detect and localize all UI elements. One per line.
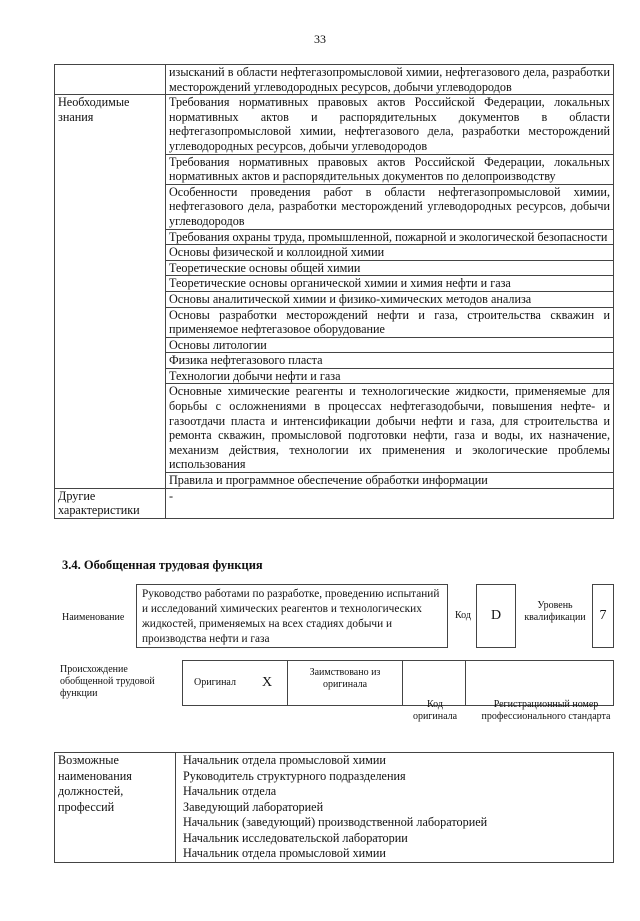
profession-item: Начальник исследовательской лаборатории: [176, 831, 614, 847]
knowledge-item: Особенности проведения работ в области нефтегазопромысловой химии, нефтегазового дела, разработки месторождений углеводородных ресурсов, добычи углеводородов: [166, 184, 614, 229]
knowledge-item: Технологии добычи нефти и газа: [166, 368, 614, 384]
borrowed-label: Заимствовано из оригинала: [288, 661, 403, 706]
section-title: 3.4. Обобщенная трудовая функция: [62, 558, 263, 572]
original-code-caption: Код оригинала: [412, 699, 458, 722]
knowledge-item: Требования нормативных правовых актов Российской Федерации, локальных нормативных актов и распорядительных документов в области нефтегазопромысловой химии, нефтегазового дела, разработки месторождений углеводородных ресурсов, добычи углеводородов: [166, 95, 614, 154]
qualification-level-box: 7: [592, 584, 614, 648]
other-characteristics-value: -: [166, 488, 614, 518]
qualification-level-label: Уровень квалификации: [524, 600, 586, 623]
knowledge-item: Физика нефтегазового пласта: [166, 353, 614, 369]
reg-number-caption: Регистрационный номер профессионального стандарта: [481, 699, 611, 722]
knowledge-item: Основы аналитической химии и физико-химических методов анализа: [166, 291, 614, 307]
knowledge-label: Необходимые знания: [55, 95, 166, 488]
code-label: Код: [455, 610, 471, 621]
other-characteristics-label: Другие характеристики: [55, 488, 166, 518]
table-row: [55, 488, 614, 518]
origin-label: Происхождение обобщенной трудовой функции: [60, 664, 155, 699]
profession-item: Руководитель структурного подразделения: [176, 769, 614, 785]
table-row: [55, 753, 614, 769]
table-row: [55, 65, 614, 95]
knowledge-item: Теоретические основы общей химии: [166, 260, 614, 276]
continuation-text: изысканий в области нефтегазопромысловой химии, нефтегазового дела, разработки месторождений углеводородных ресурсов, добычи углеводородов: [166, 65, 614, 95]
profession-item: Начальник (заведующий) производственной лабораторией: [176, 815, 614, 831]
profession-item: Начальник отдела промысловой химии: [176, 846, 614, 862]
knowledge-item: Теоретические основы органической химии и химия нефти и газа: [166, 276, 614, 292]
knowledge-item: Основные химические реагенты и технологические жидкости, применяемые для борьбы с осложнениями в процессах нефтегазодобычи, повышения нефте- и газоотдачи пласта и интенсификации добычи нефти и газа, для строительства и ремонта скважин, промысловой подготовки нефти, газа и воды, их назначение, механизм действия, технологии их применения и экологические проблемы использования: [166, 384, 614, 473]
code-value-box: D: [476, 584, 516, 648]
page-number: 33: [314, 32, 326, 46]
professions-table: [54, 752, 614, 863]
knowledge-item: Основы литологии: [166, 337, 614, 353]
knowledge-table: [54, 64, 614, 519]
profession-item: Начальник отдела промысловой химии: [176, 753, 614, 769]
knowledge-item: Основы физической и коллоидной химии: [166, 245, 614, 261]
knowledge-item: Требования нормативных правовых актов Российской Федерации, локальных нормативных актов и распорядительных документов по делопроизводству: [166, 154, 614, 184]
professions-label: Возможные наименования должностей, профессий: [55, 753, 176, 863]
table-row: [55, 95, 614, 154]
knowledge-item: Требования охраны труда, промышленной, пожарной и экологической безопасности: [166, 229, 614, 245]
knowledge-item: Правила и программное обеспечение обработки информации: [166, 473, 614, 489]
name-value-box: Руководство работами по разработке, проведению испытаний и исследований химических реагентов и технологических жидкостей, применяемых на всех стадиях добычи и производства нефти и газа: [136, 584, 448, 648]
knowledge-item: Основы разработки месторождений нефти и газа, строительства скважин и применяемое нефтегазовое оборудование: [166, 307, 614, 337]
profession-item: Заведующий лабораторией: [176, 800, 614, 816]
original-mark: X: [247, 661, 288, 706]
profession-item: Начальник отдела: [176, 784, 614, 800]
empty-label-cell: [55, 65, 166, 95]
name-label: Наименование: [62, 612, 125, 623]
original-label: Оригинал: [183, 661, 248, 706]
